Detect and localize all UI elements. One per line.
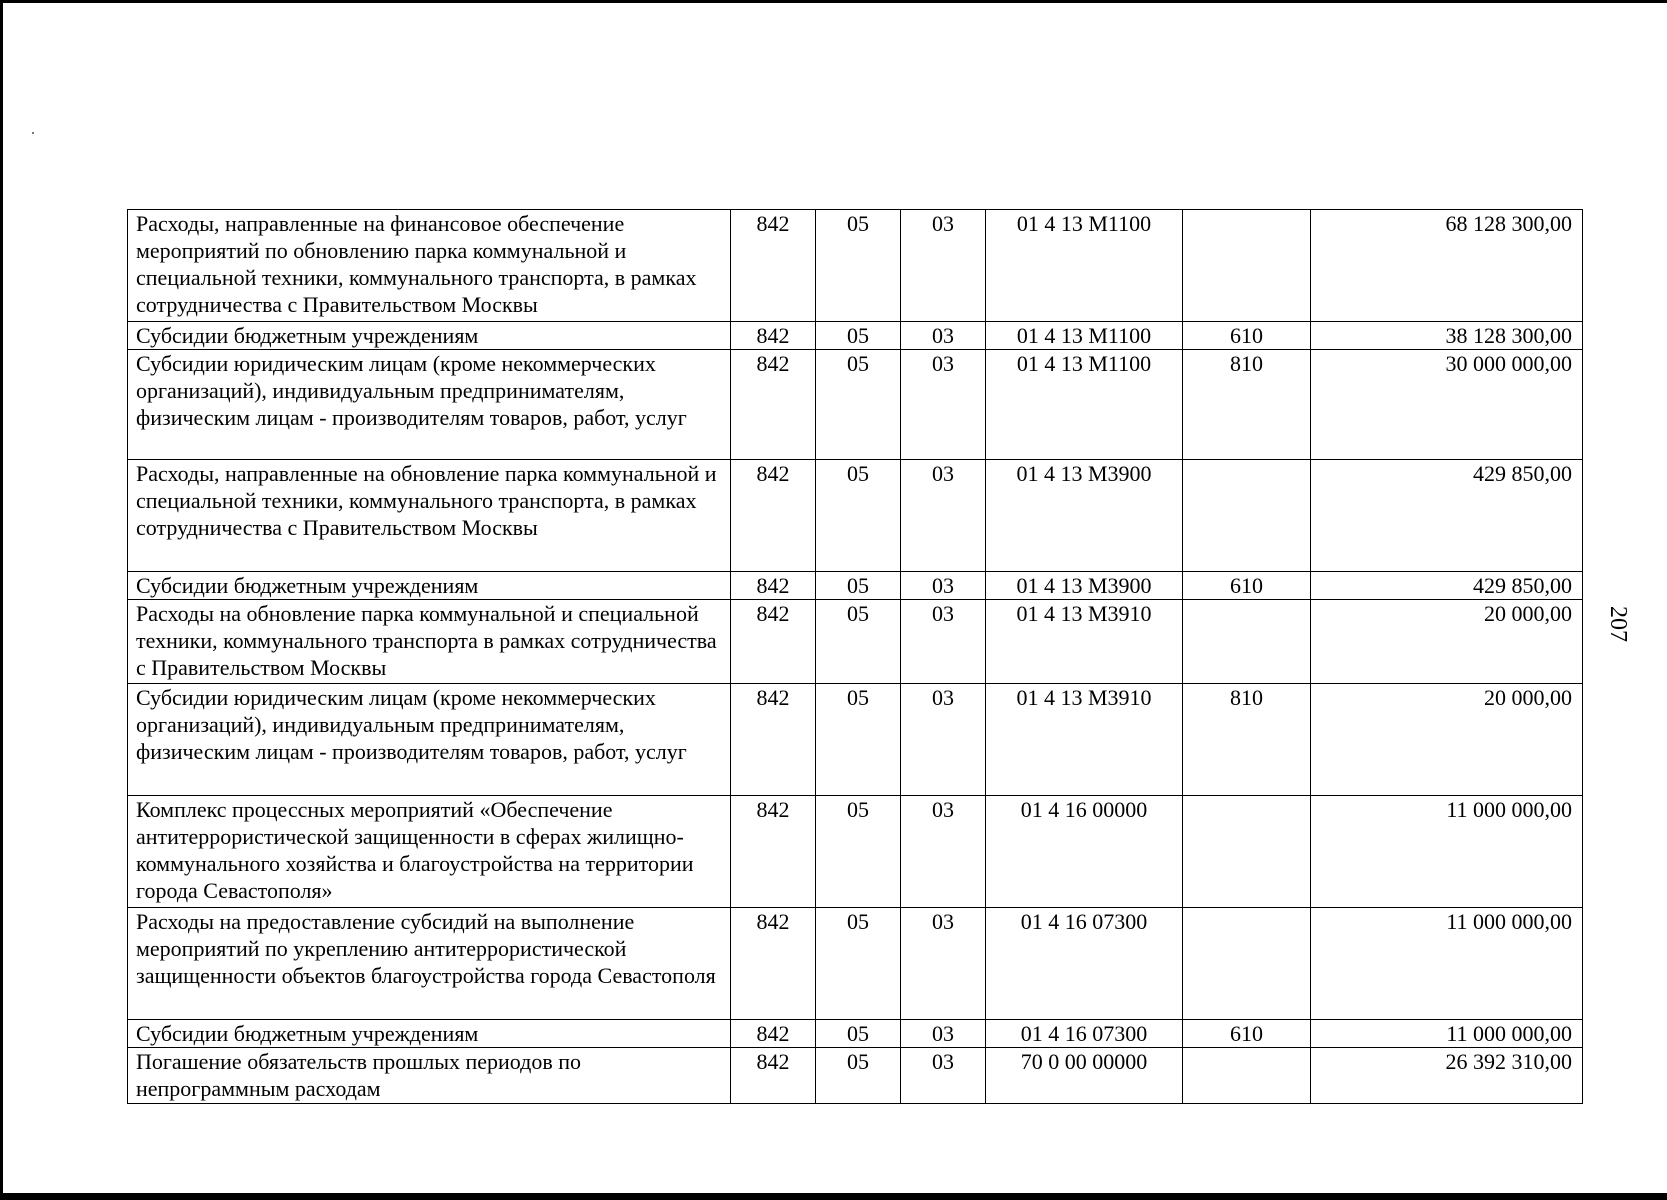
table-row [128, 1020, 1583, 1048]
page-number: 207 [1605, 606, 1631, 642]
row-ved: 842 [731, 572, 816, 600]
row-amount: 38 128 300,00 [1311, 322, 1583, 350]
row-rz: 05 [816, 1020, 901, 1048]
table-row [128, 350, 1583, 460]
row-pr: 03 [901, 460, 986, 572]
row-ved: 842 [731, 1048, 816, 1104]
row-amount: 429 850,00 [1311, 460, 1583, 572]
table-row [128, 210, 1583, 322]
row-name: Субсидии бюджетным учреждениям [128, 572, 731, 600]
row-ved: 842 [731, 350, 816, 460]
scan-border-left [0, 0, 3, 1200]
row-rz: 05 [816, 908, 901, 1020]
row-csr: 01 4 16 07300 [986, 908, 1183, 1020]
row-ved: 842 [731, 908, 816, 1020]
row-pr: 03 [901, 572, 986, 600]
row-ved: 842 [731, 796, 816, 908]
row-name: Субсидии бюджетным учреждениям [128, 1020, 731, 1048]
row-name: Расходы, направленные на финансовое обеспечение мероприятий по обновлению парка коммунальной и специальной техники, коммунального транспорта, в рамках сотрудничества с Правительством Москвы [128, 210, 731, 322]
row-pr: 03 [901, 350, 986, 460]
budget-table [127, 209, 1583, 1104]
table-row [128, 460, 1583, 572]
row-rz: 05 [816, 460, 901, 572]
row-pr: 03 [901, 1020, 986, 1048]
row-csr: 01 4 13 M3910 [986, 600, 1183, 684]
row-pr: 03 [901, 210, 986, 322]
table-row [128, 908, 1583, 1020]
row-vr: 610 [1183, 322, 1311, 350]
row-csr: 01 4 13 M3910 [986, 684, 1183, 796]
row-vr [1183, 796, 1311, 908]
row-name: Субсидии юридическим лицам (кроме некоммерческих организаций), индивидуальным предпринимателям, физическим лицам - производителям товаров, работ, услуг [128, 350, 731, 460]
row-csr: 01 4 16 07300 [986, 1020, 1183, 1048]
row-csr: 01 4 13 M1100 [986, 350, 1183, 460]
table-row [128, 322, 1583, 350]
row-csr: 01 4 16 00000 [986, 796, 1183, 908]
row-vr: 810 [1183, 350, 1311, 460]
row-rz: 05 [816, 210, 901, 322]
row-amount: 11 000 000,00 [1311, 1020, 1583, 1048]
row-name: Субсидии бюджетным учреждениям [128, 322, 731, 350]
row-rz: 05 [816, 796, 901, 908]
table-row [128, 684, 1583, 796]
scan-border-bottom [0, 1193, 1667, 1200]
row-csr: 01 4 13 M1100 [986, 210, 1183, 322]
table-row [128, 1048, 1583, 1104]
table-row [128, 600, 1583, 684]
row-pr: 03 [901, 600, 986, 684]
row-vr: 610 [1183, 572, 1311, 600]
row-rz: 05 [816, 322, 901, 350]
row-name: Комплекс процессных мероприятий «Обеспечение антитеррористической защищенности в сферах жилищно-коммунального хозяйства и благоустройства на территории города Севастополя» [128, 796, 731, 908]
row-rz: 05 [816, 684, 901, 796]
row-name: Расходы, направленные на обновление парка коммунальной и специальной техники, коммунального транспорта, в рамках сотрудничества с Правительством Москвы [128, 460, 731, 572]
row-csr: 01 4 13 M1100 [986, 322, 1183, 350]
row-name: Расходы на предоставление субсидий на выполнение мероприятий по укреплению антитеррористической защищенности объектов благоустройства города Севастополя [128, 908, 731, 1020]
row-vr [1183, 908, 1311, 1020]
row-vr: 810 [1183, 684, 1311, 796]
row-csr: 01 4 13 M3900 [986, 572, 1183, 600]
row-ved: 842 [731, 1020, 816, 1048]
row-vr [1183, 600, 1311, 684]
row-name: Расходы на обновление парка коммунальной и специальной техники, коммунального транспорта в рамках сотрудничества с Правительством Москвы [128, 600, 731, 684]
row-amount: 429 850,00 [1311, 572, 1583, 600]
scan-speck [32, 132, 34, 134]
row-ved: 842 [731, 684, 816, 796]
row-pr: 03 [901, 1048, 986, 1104]
row-pr: 03 [901, 322, 986, 350]
row-amount: 20 000,00 [1311, 684, 1583, 796]
row-amount: 30 000 000,00 [1311, 350, 1583, 460]
row-pr: 03 [901, 684, 986, 796]
scan-border-top [0, 0, 1667, 3]
row-pr: 03 [901, 908, 986, 1020]
row-rz: 05 [816, 600, 901, 684]
row-ved: 842 [731, 322, 816, 350]
row-ved: 842 [731, 600, 816, 684]
row-rz: 05 [816, 350, 901, 460]
row-ved: 842 [731, 210, 816, 322]
row-amount: 26 392 310,00 [1311, 1048, 1583, 1104]
row-vr [1183, 1048, 1311, 1104]
row-amount: 68 128 300,00 [1311, 210, 1583, 322]
row-pr: 03 [901, 796, 986, 908]
table-row [128, 572, 1583, 600]
row-name: Погашение обязательств прошлых периодов по непрограммным расходам [128, 1048, 731, 1104]
row-amount: 11 000 000,00 [1311, 908, 1583, 1020]
row-rz: 05 [816, 572, 901, 600]
row-amount: 20 000,00 [1311, 600, 1583, 684]
row-csr: 01 4 13 M3900 [986, 460, 1183, 572]
row-vr: 610 [1183, 1020, 1311, 1048]
row-ved: 842 [731, 460, 816, 572]
row-name: Субсидии юридическим лицам (кроме некоммерческих организаций), индивидуальным предпринимателям, физическим лицам - производителям товаров, работ, услуг [128, 684, 731, 796]
row-amount: 11 000 000,00 [1311, 796, 1583, 908]
row-vr [1183, 460, 1311, 572]
row-rz: 05 [816, 1048, 901, 1104]
table-row [128, 796, 1583, 908]
row-vr [1183, 210, 1311, 322]
row-csr: 70 0 00 00000 [986, 1048, 1183, 1104]
